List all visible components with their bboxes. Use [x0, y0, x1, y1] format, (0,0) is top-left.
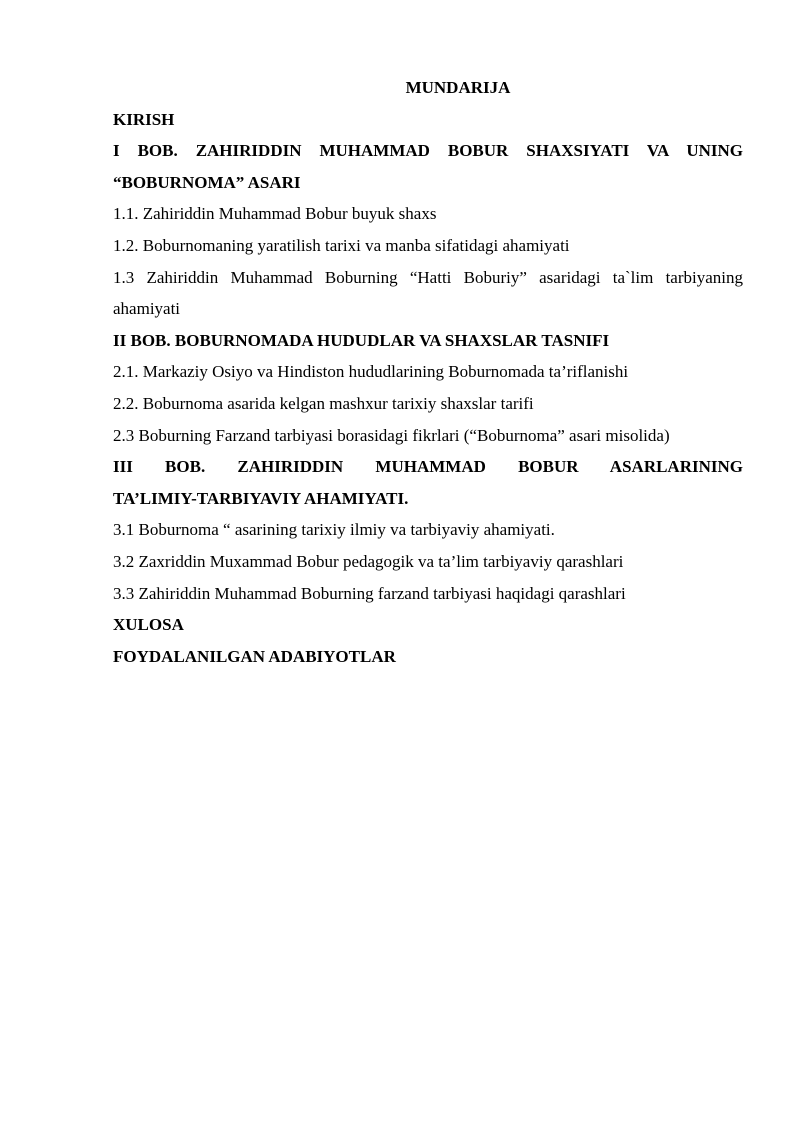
toc-entry-kirish: KIRISH [113, 109, 175, 129]
toc-section-3-1: 3.1 Boburnoma “ asarining tarixiy ilmiy va tarbiyaviy ahamiyati. [113, 520, 555, 540]
toc-section-2-3: 2.3 Boburning Farzand tarbiyasi borasidagi fikrlari (“Boburnoma” asari misolida) [113, 425, 670, 445]
table-of-contents [113, 72, 743, 672]
toc-chapter-1-line-1: I BOB. ZAHIRIDDIN MUHAMMAD BOBUR SHAXSIYATI VA UNING [113, 141, 743, 161]
toc-section-1-3-line-1: 1.3 Zahiriddin Muhammad Boburning “Hatti Boburiy” asaridagi ta`lim tarbiyaning [113, 267, 743, 287]
toc-section-3-2: 3.2 Zaxriddin Muxammad Bobur pedagogik va ta’lim tarbiyaviy qarashlari [113, 551, 624, 571]
toc-section-2-2: 2.2. Boburnoma asarida kelgan mashxur tarixiy shaxslar tarifi [113, 393, 534, 413]
toc-section-2-1: 2.1. Markaziy Osiyo va Hindiston hududlarining Boburnomada ta’riflanishi [113, 362, 629, 382]
toc-section-1-2: 1.2. Boburnomaning yaratilish tarixi va manba sifatidagi ahamiyati [113, 235, 570, 255]
toc-entry-xulosa: XULOSA [113, 615, 184, 635]
toc-chapter-2: II BOB. BOBURNOMADA HUDUDLAR VA SHAXSLAR TASNIFI [113, 330, 610, 350]
toc-section-1-1: 1.1. Zahiriddin Muhammad Bobur buyuk shaxs [113, 204, 437, 224]
toc-entry-adabiyotlar: FOYDALANILGAN ADABIYOTLAR [113, 646, 396, 666]
toc-section-1-3-line-2: ahamiyati [113, 299, 181, 319]
page-title: MUNDARIJA [405, 78, 511, 97]
toc-section-3-3: 3.3 Zahiriddin Muhammad Boburning farzand tarbiyasi haqidagi qarashlari [113, 583, 626, 603]
toc-chapter-3-line-1: III BOB. ZAHIRIDDIN MUHAMMAD BOBUR ASARLARINING [113, 457, 743, 477]
toc-chapter-3-line-2: TA’LIMIY-TARBIYAVIY AHAMIYATI. [113, 488, 409, 508]
toc-chapter-1-line-2: “BOBURNOMA” ASARI [113, 172, 301, 192]
